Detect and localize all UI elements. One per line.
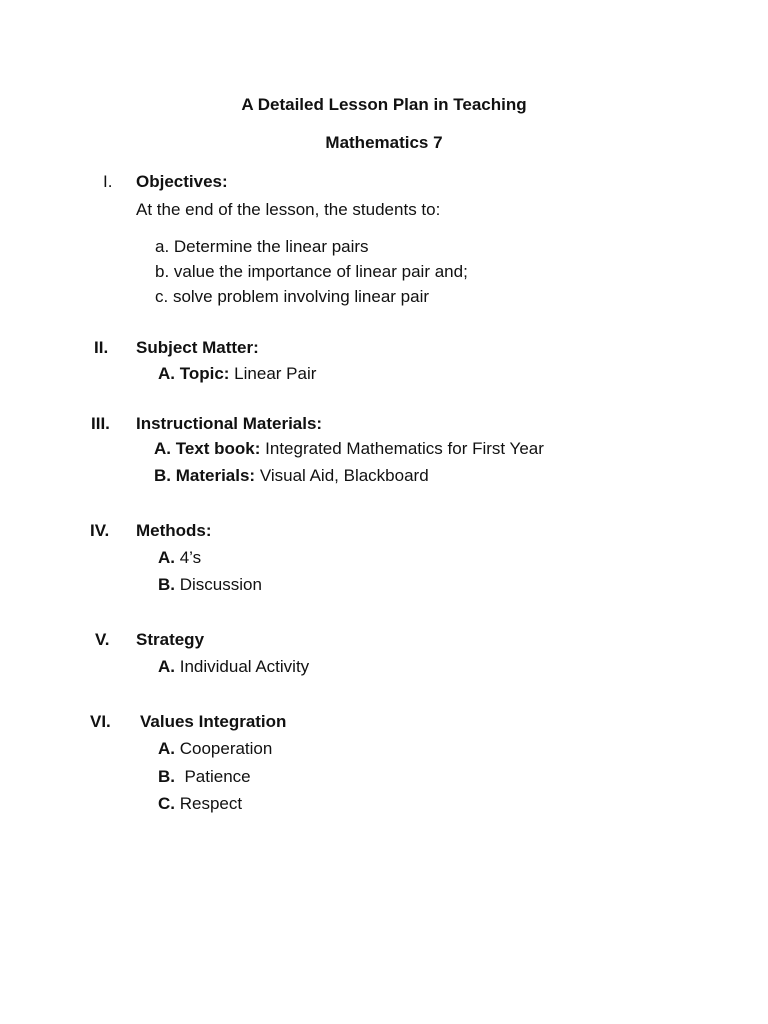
section-numeral-values-integration: VI. xyxy=(90,712,111,731)
section-numeral-subject-matter: II. xyxy=(94,338,109,357)
strategy-a-label: A. xyxy=(158,657,175,676)
materials-label: B. Materials: xyxy=(154,466,256,485)
value-a-value: Cooperation xyxy=(175,739,273,758)
section-heading-methods: Methods: xyxy=(136,521,212,540)
materials-list xyxy=(154,466,429,486)
section-heading-subject-matter: Subject Matter: xyxy=(136,338,259,357)
section-heading-values-integration: Values Integration xyxy=(140,712,287,731)
method-a-label: A. xyxy=(158,548,175,567)
objectives-intro: At the end of the lesson, the students to: xyxy=(136,200,441,219)
objective-item: c. solve problem involving linear pair xyxy=(155,287,430,306)
value-item xyxy=(158,794,242,814)
section-numeral-objectives: I. xyxy=(103,172,113,191)
strategy-item xyxy=(158,657,309,677)
method-a-value: 4’s xyxy=(175,548,202,567)
textbook-value: Integrated Mathematics for First Year xyxy=(260,439,544,458)
topic-value: Linear Pair xyxy=(229,364,317,383)
method-item xyxy=(158,575,262,595)
section-heading-instructional-materials: Instructional Materials: xyxy=(136,414,323,433)
subject-topic xyxy=(158,364,316,384)
section-numeral-methods: IV. xyxy=(90,521,110,540)
value-a-label: A. xyxy=(158,739,175,758)
section-numeral-strategy: V. xyxy=(95,630,110,649)
objective-item: b. value the importance of linear pair and; xyxy=(155,262,468,281)
value-c-label: C. xyxy=(158,794,175,813)
materials-value: Visual Aid, Blackboard xyxy=(255,466,429,485)
section-heading-strategy: Strategy xyxy=(136,630,205,649)
textbook-label: A. Text book: xyxy=(154,439,261,458)
document-subtitle: Mathematics 7 xyxy=(325,133,443,152)
value-item xyxy=(158,767,251,787)
value-b-value: Patience xyxy=(175,767,251,786)
document-title: A Detailed Lesson Plan in Teaching xyxy=(241,95,527,114)
section-heading-objectives: Objectives: xyxy=(136,172,228,191)
method-b-label: B. xyxy=(158,575,175,594)
value-b-label: B. xyxy=(158,767,175,786)
value-item xyxy=(158,739,272,759)
section-numeral-instructional-materials: III. xyxy=(91,414,110,433)
strategy-a-value: Individual Activity xyxy=(175,657,310,676)
topic-label: A. Topic: xyxy=(158,364,230,383)
materials-textbook xyxy=(154,439,544,459)
method-b-value: Discussion xyxy=(175,575,262,594)
method-item xyxy=(158,548,201,568)
value-c-value: Respect xyxy=(175,794,243,813)
objective-item: a. Determine the linear pairs xyxy=(155,237,369,256)
